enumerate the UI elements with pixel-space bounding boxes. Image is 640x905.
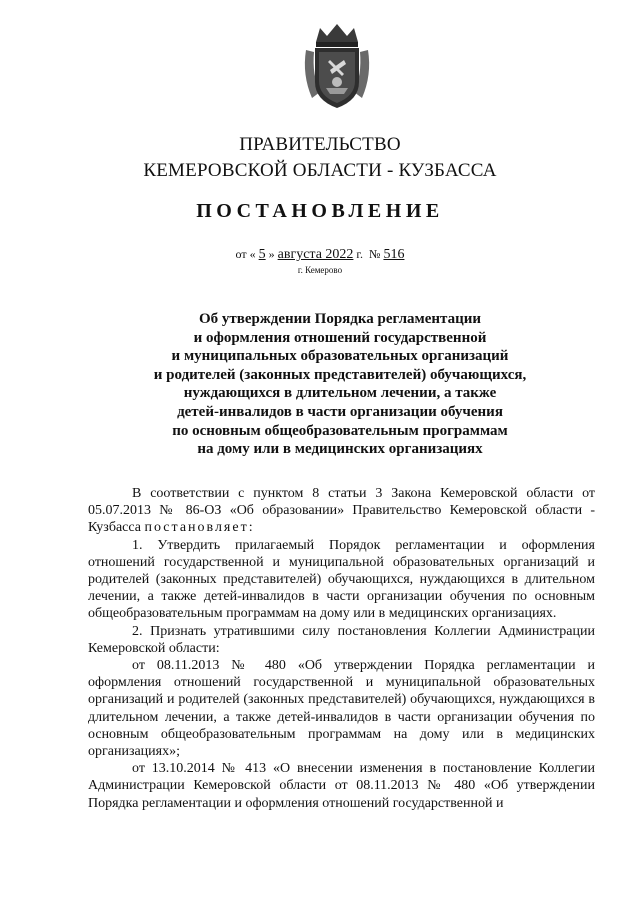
document-title xyxy=(120,310,560,459)
title-line: и родителей (законных представителей) обучающихся, xyxy=(153,366,527,383)
document-body xyxy=(88,485,595,812)
item-2-paragraph: 2. Признать утратившими силу постановления Коллегии Администрации Кемеровской области: xyxy=(88,623,595,656)
date-month-year: августа 2022 xyxy=(277,247,354,262)
date-year-suffix: г. xyxy=(356,247,363,261)
subitem-2-paragraph: от 13.10.2014 № 413 «О внесении изменения в постановление Коллегии Администрации Кемеровской области от 08.11.2013 № 480 «Об утверждении Порядка регламентации и оформления отношений государственной и xyxy=(88,761,595,811)
title-line: на дому или в медицинских организациях xyxy=(197,441,483,458)
document-type: ПОСТАНОВЛЕНИЕ xyxy=(196,200,444,222)
date-number-line xyxy=(0,247,640,263)
date-day: 5 xyxy=(258,247,266,262)
org-name-line2: КЕМЕРОВСКОЙ ОБЛАСТИ - КУЗБАССА xyxy=(143,160,497,181)
subitem-1-paragraph: от 08.11.2013 № 480 «Об утверждении Порядка регламентации и оформления отношений государственной и муниципальной образовательных организаций и родителей (законных представителей) обучающихся, нуждающихся в длительном лечении, а также детей-инвалидов в части организации обучения по основным общеобразовательным программам на дому или в медицинских организациях»; xyxy=(88,658,595,760)
title-line: нуждающихся в длительном лечении, а также xyxy=(183,385,497,402)
date-prefix: от « xyxy=(235,247,256,261)
title-line: и оформления отношений государственной xyxy=(193,329,487,346)
date-mid: » xyxy=(268,247,275,261)
preamble-text: В соответствии с пунктом 8 статьи 3 Закона Кемеровской области от 05.07.2013 № 86-ОЗ «Об образовании» Правительство Кемеровской области - Кузбасса xyxy=(88,486,595,536)
title-line: и муниципальных образовательных организаций xyxy=(171,348,509,365)
document-number: 516 xyxy=(383,247,405,262)
coat-of-arms-icon xyxy=(300,20,374,110)
title-line: Об утверждении Порядка регламентации xyxy=(198,311,482,327)
preamble-paragraph xyxy=(88,485,595,537)
preamble-resolves: постановляет: xyxy=(144,520,255,536)
number-prefix: № xyxy=(369,247,381,261)
title-line: по основным общеобразовательным программам xyxy=(172,422,508,439)
title-line: детей-инвалидов в части организации обучения xyxy=(177,403,503,420)
org-name-line1: ПРАВИТЕЛЬСТВО xyxy=(239,134,401,155)
city: г. Кемерово xyxy=(297,265,343,275)
item-1-paragraph: 1. Утвердить прилагаемый Порядок регламентации и оформления отношений государственной и муниципальной образовательных организаций и родителей (законных представителей) обучающихся, нуждающихся в длительном лечении, а также детей-инвалидов в части организации обучения по основным общеобразовательным программам на дому или в медицинских организациях. xyxy=(88,537,595,622)
